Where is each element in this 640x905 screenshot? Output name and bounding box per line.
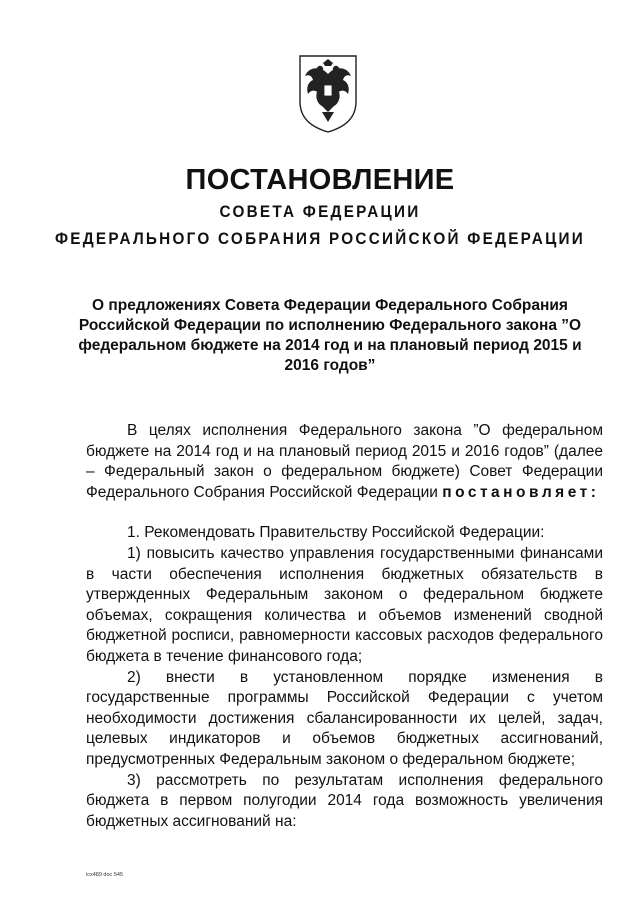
preamble-paragraph xyxy=(86,421,603,503)
clause-1-item-2: 2) внести в установленном порядке изменения в государственные программы Российской Федерации с учетом необходимости достижения сбалансированности их целей, задач, целевых индикаторов и объемов бюджетных ассигнований, предусмотренных Федеральным законом о федеральном бюджете; xyxy=(86,668,603,768)
state-emblem-icon xyxy=(296,52,360,136)
clause-1: 1. Рекомендовать Правительству Российской Федерации: xyxy=(127,524,545,542)
clause-1-item-3: 3) рассмотреть по результатам исполнения федерального бюджета в первом полугодии 2014 года возможность увеличения бюджетных ассигнований на: xyxy=(86,771,603,830)
clause-1-item-1: 1) повысить качество управления государственными финансами в части обеспечения исполнения бюджетных обязательств в утвержденных Федеральным законом о федеральном бюджете объемах, сокращения количества и объемов изменений сводной бюджетной росписи, равномерности кассовых расходов федерального бюджета в течение финансового года; xyxy=(86,544,603,665)
document-title: ПОСТАНОВЛЕНИЕ xyxy=(185,164,455,196)
resolves-word: постановляет: xyxy=(442,483,600,501)
document-body xyxy=(86,421,603,832)
issuer-line-2: ФЕДЕРАЛЬНОГО СОБРАНИЯ РОССИЙСКОЙ ФЕДЕРАЦИИ xyxy=(54,229,586,248)
preamble-text: В целях исполнения Федерального закона ”О федеральном бюджете на 2014 год и на плановый период 2015 и 2016 годов” (далее – Федеральный закон о федеральном бюджете) Совет Федерации Федерального Собрания Российской Федерации xyxy=(86,422,603,501)
document-subject: О предложениях Совета Федерации Федерального Собрания Российской Федерации по исполнению Федерального закона ”О федеральном бюджете на 2014 год и на плановый период 2015 и 2016 годов” xyxy=(78,297,582,374)
footer-file-code: icx489 doc 545 xyxy=(86,872,123,878)
issuer-line-1: СОВЕТА ФЕДЕРАЦИИ xyxy=(219,202,421,221)
